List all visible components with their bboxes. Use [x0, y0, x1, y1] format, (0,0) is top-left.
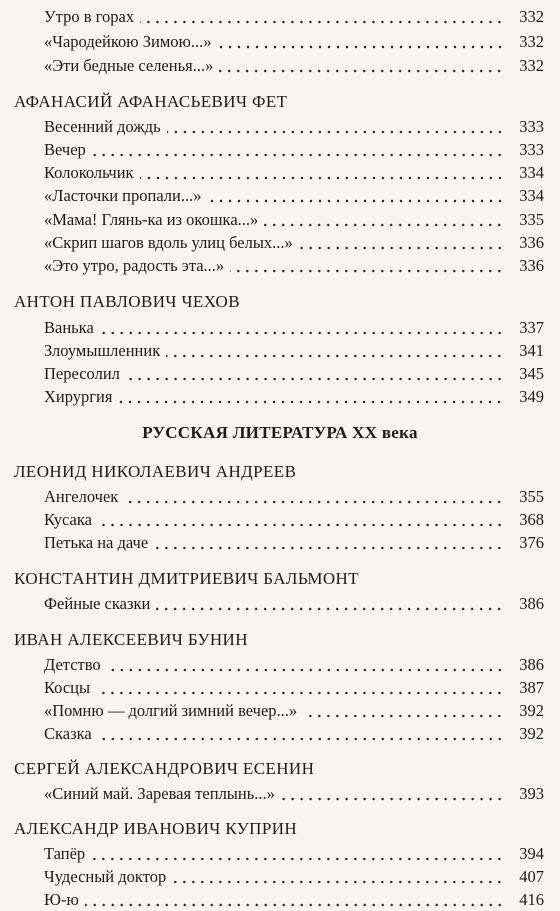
- entry-title: Хирургия: [44, 387, 113, 406]
- toc-entry: [44, 55, 544, 77]
- entry-page-number: 416: [519, 890, 544, 909]
- entry-page-number: 336: [519, 233, 544, 252]
- author-heading: КОНСТАНТИН ДМИТРИЕВИЧ БАЛЬМОНТ: [14, 569, 359, 588]
- dot-leader: [96, 691, 504, 695]
- entry-page-number: 386: [519, 594, 544, 613]
- entry-page-number: 334: [519, 186, 544, 205]
- author-heading: АФАНАСИЙ АФАНАСЬЕВИЧ ФЕТ: [14, 92, 288, 111]
- dot-leader: [124, 500, 504, 504]
- toc-entry: [44, 532, 544, 554]
- dot-leader: [218, 45, 505, 49]
- entry-page-number: 386: [519, 655, 544, 674]
- toc-entry: [44, 386, 544, 408]
- entry-title: Колокольчик: [44, 163, 134, 182]
- toc-entry: [44, 209, 544, 231]
- toc-entry: [44, 340, 544, 362]
- dot-leader: [107, 668, 504, 672]
- dot-leader: [98, 737, 504, 741]
- entry-title: Косцы: [44, 678, 91, 697]
- entry-title: Чудесный доктор: [44, 867, 167, 886]
- toc-entry: [44, 593, 544, 615]
- toc-entry: [44, 185, 544, 207]
- dot-leader: [92, 153, 504, 157]
- entry-title: Петька на даче: [44, 533, 149, 552]
- dot-leader: [219, 69, 504, 73]
- dot-leader: [154, 546, 504, 550]
- dot-leader: [299, 246, 504, 250]
- entry-title: «Скрип шагов вдоль улиц белых...»: [44, 233, 293, 252]
- author-heading: АНТОН ПАВЛОВИЧ ЧЕХОВ: [14, 292, 240, 311]
- entry-page-number: 341: [519, 341, 544, 360]
- dot-leader: [118, 400, 504, 404]
- author-heading: СЕРГЕЙ АЛЕКСАНДРОВИЧ ЕСЕНИН: [14, 759, 315, 778]
- toc-entry: [44, 889, 544, 911]
- toc-entry: [44, 6, 544, 28]
- entry-title: Сказка: [44, 724, 92, 743]
- toc-entry: [44, 139, 544, 161]
- toc-entry: [44, 677, 544, 699]
- toc-entry: [44, 654, 544, 676]
- entry-page-number: 345: [519, 364, 544, 383]
- entry-page-number: 332: [519, 7, 544, 26]
- entry-page-number: 387: [519, 678, 544, 697]
- entry-page-number: 336: [519, 256, 544, 275]
- dot-leader: [166, 354, 504, 358]
- toc-entry: [44, 162, 544, 184]
- toc-entry: [44, 31, 544, 53]
- entry-title: Тапёр: [44, 844, 86, 863]
- entry-title: «Это утро, радость эта...»: [44, 256, 225, 275]
- entry-title: Кусака: [44, 510, 92, 529]
- toc-entry: [44, 866, 544, 888]
- entry-page-number: 332: [519, 32, 544, 51]
- dot-leader: [140, 176, 504, 180]
- section-title: РУССКАЯ ЛИТЕРАТУРА XX века: [142, 423, 418, 442]
- dot-leader: [98, 523, 504, 527]
- entry-page-number: 393: [519, 784, 544, 803]
- entry-title: «Чародейкою Зимою...»: [44, 32, 212, 51]
- entry-title: Ангелочек: [44, 487, 119, 506]
- dot-leader: [140, 20, 504, 24]
- entry-title: Утро в горах: [44, 7, 135, 26]
- entry-page-number: 333: [519, 117, 544, 136]
- dot-leader: [85, 903, 504, 907]
- toc-entry: [44, 232, 544, 254]
- toc-entry: [44, 783, 544, 805]
- entry-page-number: 376: [519, 533, 544, 552]
- entry-page-number: 368: [519, 510, 544, 529]
- entry-title: Вечер: [44, 140, 86, 159]
- entry-page-number: 335: [519, 210, 544, 229]
- dot-leader: [172, 880, 504, 884]
- dot-leader: [281, 797, 504, 801]
- entry-title: «Помню — долгий зимний вечер...»: [44, 701, 298, 720]
- toc-entry: [44, 317, 544, 339]
- toc-entry: [44, 486, 544, 508]
- author-heading: ИВАН АЛЕКСЕЕВИЧ БУНИН: [14, 630, 248, 649]
- author-heading: ЛЕОНИД НИКОЛАЕВИЧ АНДРЕЕВ: [14, 462, 297, 481]
- entry-page-number: 392: [519, 724, 544, 743]
- entry-page-number: 355: [519, 487, 544, 506]
- toc-entry: [44, 700, 544, 722]
- dot-leader: [230, 269, 504, 273]
- entry-page-number: 392: [519, 701, 544, 720]
- entry-title: Ванька: [44, 318, 94, 337]
- dot-leader: [167, 130, 504, 134]
- toc-entry: [44, 509, 544, 531]
- dot-leader: [156, 607, 504, 611]
- entry-title: Детство: [44, 655, 101, 674]
- dot-leader: [126, 377, 504, 381]
- dot-leader: [264, 223, 504, 227]
- entry-title: Весенний дождь: [44, 117, 161, 136]
- entry-title: «Мама! Глянь-ка из окошка...»: [44, 210, 259, 229]
- entry-page-number: 332: [519, 56, 544, 75]
- entry-page-number: 333: [519, 140, 544, 159]
- dot-leader: [91, 857, 504, 861]
- entry-page-number: 394: [519, 844, 544, 863]
- toc-entry: [44, 363, 544, 385]
- entry-title: «Синий май. Заревая теплынь...»: [44, 784, 275, 803]
- toc-entry: [44, 255, 544, 277]
- entry-page-number: 349: [519, 387, 544, 406]
- toc-entry: [44, 116, 544, 138]
- dot-leader: [208, 199, 505, 203]
- entry-title: «Ласточки пропали...»: [44, 186, 202, 205]
- entry-title: Ю-ю: [44, 890, 79, 909]
- entry-title: «Эти бедные селенья...»: [44, 56, 214, 75]
- toc-entry: [44, 843, 544, 865]
- dot-leader: [303, 714, 504, 718]
- entry-title: Злоумышленник: [44, 341, 161, 360]
- entry-page-number: 334: [519, 163, 544, 182]
- entry-page-number: 407: [519, 867, 544, 886]
- entry-page-number: 337: [519, 318, 544, 337]
- entry-title: Фейные сказки: [44, 594, 151, 613]
- dot-leader: [100, 331, 504, 335]
- toc-entry: [44, 723, 544, 745]
- author-heading: АЛЕКСАНДР ИВАНОВИЧ КУПРИН: [14, 819, 298, 838]
- entry-title: Пересолил: [44, 364, 120, 383]
